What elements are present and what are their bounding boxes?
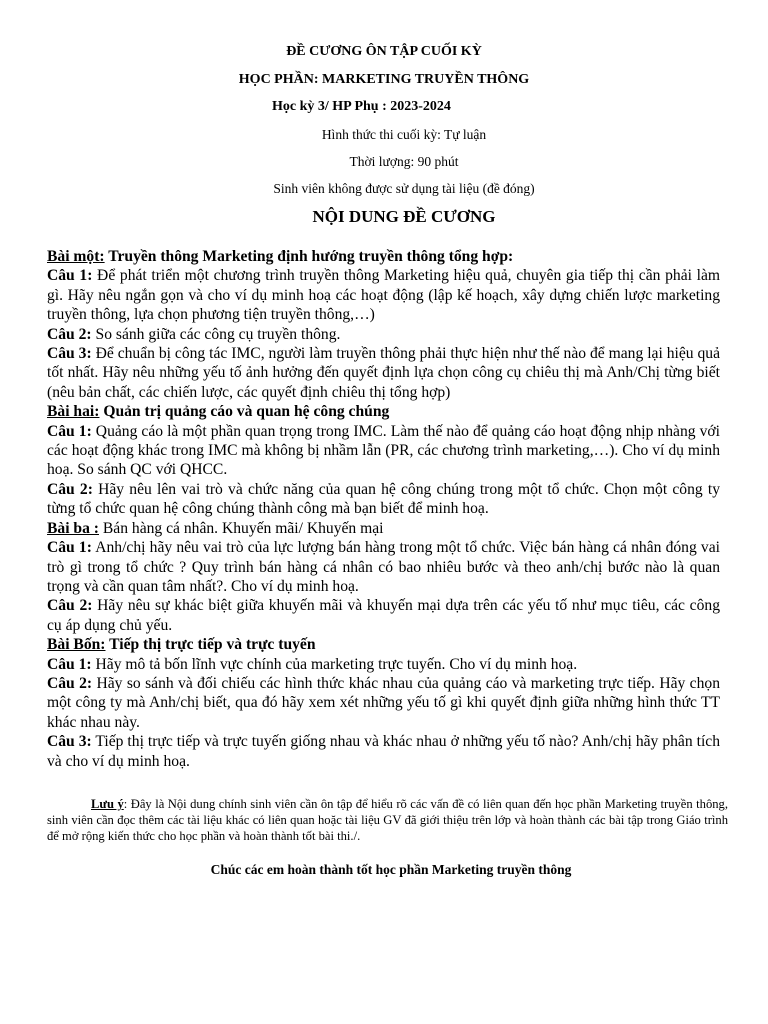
question-text: Để chuẩn bị công tác IMC, người làm truyền thông phải thực hiện như thế nào để mang lại hiệu quả tốt nhất. Hãy nêu những yếu tố ảnh hưởng đến quyết định lựa chọn công cụ chiêu thị mà Anh/Chị từng biết (nêu bản chất, các chiến lược, các quyết định chiêu thị tổng hợp) bbox=[47, 345, 720, 401]
lesson-title: Bán hàng cá nhân. Khuyến mãi/ Khuyến mại bbox=[99, 519, 384, 537]
lesson-label: Bài một: bbox=[47, 248, 105, 265]
question-label: Câu 1: bbox=[47, 539, 92, 557]
lesson-label: Bài Bốn: bbox=[47, 636, 106, 654]
question-label: Câu 2: bbox=[47, 480, 93, 498]
question-text: Anh/chị hãy nêu vai trò của lực lượng bán hàng trong một tổ chức. Việc bán hàng cá nhân đóng vai trò gì trong tổ chức ? Quy trình bán hàng cá nhân có bao nhiêu bước và theo anh/chị bước nào là quan trọng và cần quan tâm nhất?. Cho ví dụ minh hoạ. bbox=[47, 539, 720, 595]
question-label: Câu 1: bbox=[47, 655, 92, 673]
exam-form: Hình thức thi cuối kỳ: Tự luận bbox=[321, 127, 487, 142]
exam-duration: Thời lượng: 90 phút bbox=[349, 154, 459, 169]
question bbox=[47, 732, 720, 771]
question-label: Câu 3: bbox=[47, 733, 92, 751]
question bbox=[47, 266, 720, 324]
lesson-title: Tiếp thị trực tiếp và trực tuyến bbox=[105, 636, 316, 654]
question-label: Câu 2: bbox=[47, 674, 93, 692]
lesson-heading bbox=[47, 635, 720, 654]
question bbox=[47, 325, 720, 344]
materials-rule: Sinh viên không được sử dụng tài liệu (đề đóng) bbox=[273, 181, 535, 196]
question-text: Hãy nêu lên vai trò và chức năng của quan hệ công chúng trong một tổ chức. Chọn một công ty từng tổ chức quan hệ công chúng thành công mà bạn biết để minh hoạ. bbox=[47, 480, 720, 518]
question bbox=[47, 344, 720, 402]
section-heading: NỘI DUNG ĐỀ CƯƠNG bbox=[312, 207, 496, 226]
outline-content bbox=[47, 247, 720, 771]
course-name: HỌC PHẦN: MARKETING TRUYỀN THÔNG bbox=[238, 72, 530, 87]
question-text: Hãy mô tả bốn lĩnh vực chính của marketing trực tuyến. Cho ví dụ minh hoạ. bbox=[91, 655, 578, 673]
note-text: : Đây là Nội dung chính sinh viên cần ôn tập để hiểu rõ các vấn đề có liên quan đến học phần Marketing truyền thông, sinh viên cần đọc thêm các tài liệu khác có liên quan hoặc tài liệu GV đã giới thiệu trên lớp và hoàn thành các bài tập trong Giáo trình để mở rộng kiến thức cho học phần và hoàn thành tốt bài thi./. bbox=[47, 797, 728, 844]
question-label: Câu 3: bbox=[47, 345, 92, 363]
question-label: Câu 1: bbox=[47, 422, 92, 440]
lesson-title: Quản trị quảng cáo và quan hệ công chúng bbox=[99, 403, 390, 421]
question-label: Câu 2: bbox=[47, 597, 93, 615]
question bbox=[47, 480, 720, 519]
question-text: Hãy so sánh và đối chiếu các hình thức khác nhau của quảng cáo và marketing trực tiếp. Hãy chọn một công ty mà Anh/chị biết, qua đó hãy xem xét những yếu tố gì khi quyết định giữa những hình thức TT khác nhau này. bbox=[47, 674, 720, 731]
question-label: Câu 1: bbox=[47, 267, 93, 285]
lesson-title: Truyền thông Marketing định hướng truyền thông tổng hợp: bbox=[104, 248, 514, 265]
question-text: So sánh giữa các công cụ truyền thông. bbox=[91, 325, 341, 343]
semester-info: Học kỳ 3/ HP Phụ : 2023-2024 bbox=[272, 99, 451, 114]
question bbox=[47, 674, 720, 732]
question-text: Để phát triển một chương trình truyền thông Marketing hiệu quả, chuyên gia tiếp thị cần phải làm gì. Hãy nêu ngắn gọn và cho ví dụ minh hoạ các hoạt động (lập kế hoạch, xây dựng chiến lược marketing truyền thông, lựa chọn phương tiện truyền thông,…) bbox=[47, 267, 720, 324]
question bbox=[47, 422, 720, 480]
document-title: ĐỀ CƯƠNG ÔN TẬP CUỐI KỲ bbox=[286, 44, 482, 59]
lesson-heading bbox=[47, 402, 720, 421]
question bbox=[47, 538, 720, 596]
question-text: Tiếp thị trực tiếp và trực tuyến giống nhau và khác nhau ở những yếu tố nào? Anh/chị hãy phân tích và cho ví dụ minh hoạ. bbox=[47, 733, 721, 770]
question bbox=[47, 655, 720, 674]
question-label: Câu 2: bbox=[47, 325, 92, 343]
question bbox=[47, 596, 720, 635]
question-text: Hãy nêu sự khác biệt giữa khuyến mãi và khuyến mại dựa trên các yếu tố như mục tiêu, các công cụ áp dụng chủ yếu. bbox=[47, 597, 720, 634]
note-label: Lưu ý bbox=[91, 797, 124, 811]
study-note bbox=[47, 796, 728, 845]
closing-message: Chúc các em hoàn thành tốt học phần Marketing truyền thông bbox=[210, 862, 572, 877]
lesson-heading bbox=[47, 519, 720, 538]
lesson-label: Bài ba : bbox=[47, 519, 99, 537]
question-text: Quảng cáo là một phần quan trọng trong IMC. Làm thế nào để quảng cáo hoạt động nhịp nhàng với các hoạt động khác trong IMC mà không bị nhầm lẫn (PR, các chương trình marketing,…). Cho ví dụ minh hoạ. So sánh QC với QHCC. bbox=[47, 422, 720, 479]
lesson-label: Bài hai: bbox=[47, 403, 100, 421]
lesson-heading bbox=[47, 247, 720, 266]
